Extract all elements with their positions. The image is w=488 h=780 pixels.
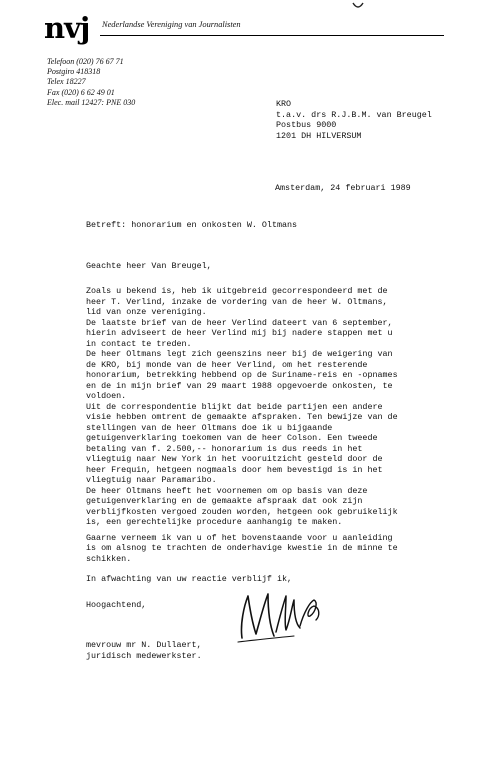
closing-paragraph-line: Gaarne verneem ik van u of het bovenstaande voor u aanleiding (86, 532, 393, 543)
organization-name: Nederlandse Vereniging van Journalisten (102, 20, 241, 29)
handwritten-signature (234, 586, 324, 648)
contact-email: Elec. mail 12427: PNE 030 (47, 97, 136, 107)
recipient-address (276, 99, 432, 141)
letter-date: Amsterdam, 24 februari 1989 (275, 183, 411, 193)
body-line: in contact te treden. (86, 338, 192, 349)
salutation: Geachte heer Van Breugel, (86, 261, 212, 271)
letterhead-rule (100, 35, 444, 36)
recipient-line: t.a.v. drs R.J.B.M. van Breugel (276, 109, 432, 120)
body-line: de KRO, bij monde van de heer Verlind, om het resterende (86, 359, 368, 370)
valediction: Hoogachtend, (86, 600, 147, 610)
body-line: is, een gerechtelijke procedure aanhangig te maken. (86, 517, 343, 527)
body-line: De laatste brief van de heer Verlind dateert van 6 september, (86, 317, 393, 328)
body-line: getuigenverklaring en de gemaakte afspraak dat ook zijn (86, 496, 363, 506)
body-line: De heer Oltmans heeft het voornemen om op basis van deze (86, 485, 368, 496)
recipient-line: Postbus 9000 (276, 120, 337, 130)
body-line: Zoals u bekend is, heb ik uitgebreid gecorrespondeerd met de (86, 286, 388, 296)
signer-block (86, 640, 202, 661)
letterhead (44, 11, 444, 45)
closing-paragraph-line: is om alsnog te trachten de onderhavige kwestie in de minne te (86, 543, 398, 553)
closing-paragraph-line: schikken. (86, 553, 132, 564)
body-line: heer T. Verlind, inzake de vordering van de heer W. Oltmans, (86, 296, 388, 307)
body-line: vliegtuig naar New York in het vooruitzicht gesteld door de (86, 454, 383, 464)
body-line: heer Frequin, hetgeen nogmaals door hem bevestigd is in het (86, 464, 383, 475)
signer-title: juridisch medewerkster. (86, 650, 202, 661)
recipient-line: 1201 DH HILVERSUM (276, 130, 362, 141)
body-line: hierin adviseert de heer Verlind mij bij nadere stappen met u (86, 328, 393, 338)
top-edge-mark (352, 2, 364, 10)
letter-subject: Betreft: honorarium en onkosten W. Oltmans (86, 220, 298, 230)
contact-block (47, 57, 135, 108)
body-line: honorarium, betrekking hebbend op de Suriname-reis en -opnames (86, 370, 398, 380)
body-line: getuigenverklaring toekomen van de heer Colson. Een tweede (86, 433, 378, 443)
body-line: visie hebben omtrent de gemaakte afspraken. Ten bewijze van de (86, 412, 398, 422)
body-line: De heer Oltmans legt zich geenszins neer bij de weigering van (86, 349, 393, 359)
closing-line: In afwachting van uw reactie verblijf ik, (86, 574, 293, 584)
body-line: stellingen van de heer Oltmans doe ik u bijgaande (86, 422, 333, 433)
body-line: verblijfkosten vergoed zouden worden, hetgeen ook gebruikelijk (86, 506, 398, 517)
body-line: voldoen. (86, 391, 127, 401)
body-line: Uit de correspondentie blijkt dat beide partijen een andere (86, 401, 383, 412)
body-line: en de in mijn brief van 29 maart 1988 opgevoerde onkosten, te (86, 380, 393, 391)
contact-telex: Telex 18227 (47, 77, 86, 87)
letter-body (86, 286, 398, 585)
contact-fax: Fax (020) 6 62 49 01 (47, 87, 115, 97)
nvj-logo: nvj (44, 11, 90, 45)
recipient-line: KRO (276, 99, 292, 109)
signer-name: mevrouw mr N. Dullaert, (86, 640, 202, 650)
contact-postgiro: Postgiro 418318 (47, 67, 101, 77)
body-line: lid van onze vereniging. (86, 307, 207, 317)
contact-phone: Telefoon (020) 76 67 71 (47, 57, 124, 66)
body-line: betaling van f. 2.500,-- honorarium is dus reeds in het (86, 443, 363, 454)
body-line: vliegtuig naar Paramaribo. (86, 475, 217, 485)
